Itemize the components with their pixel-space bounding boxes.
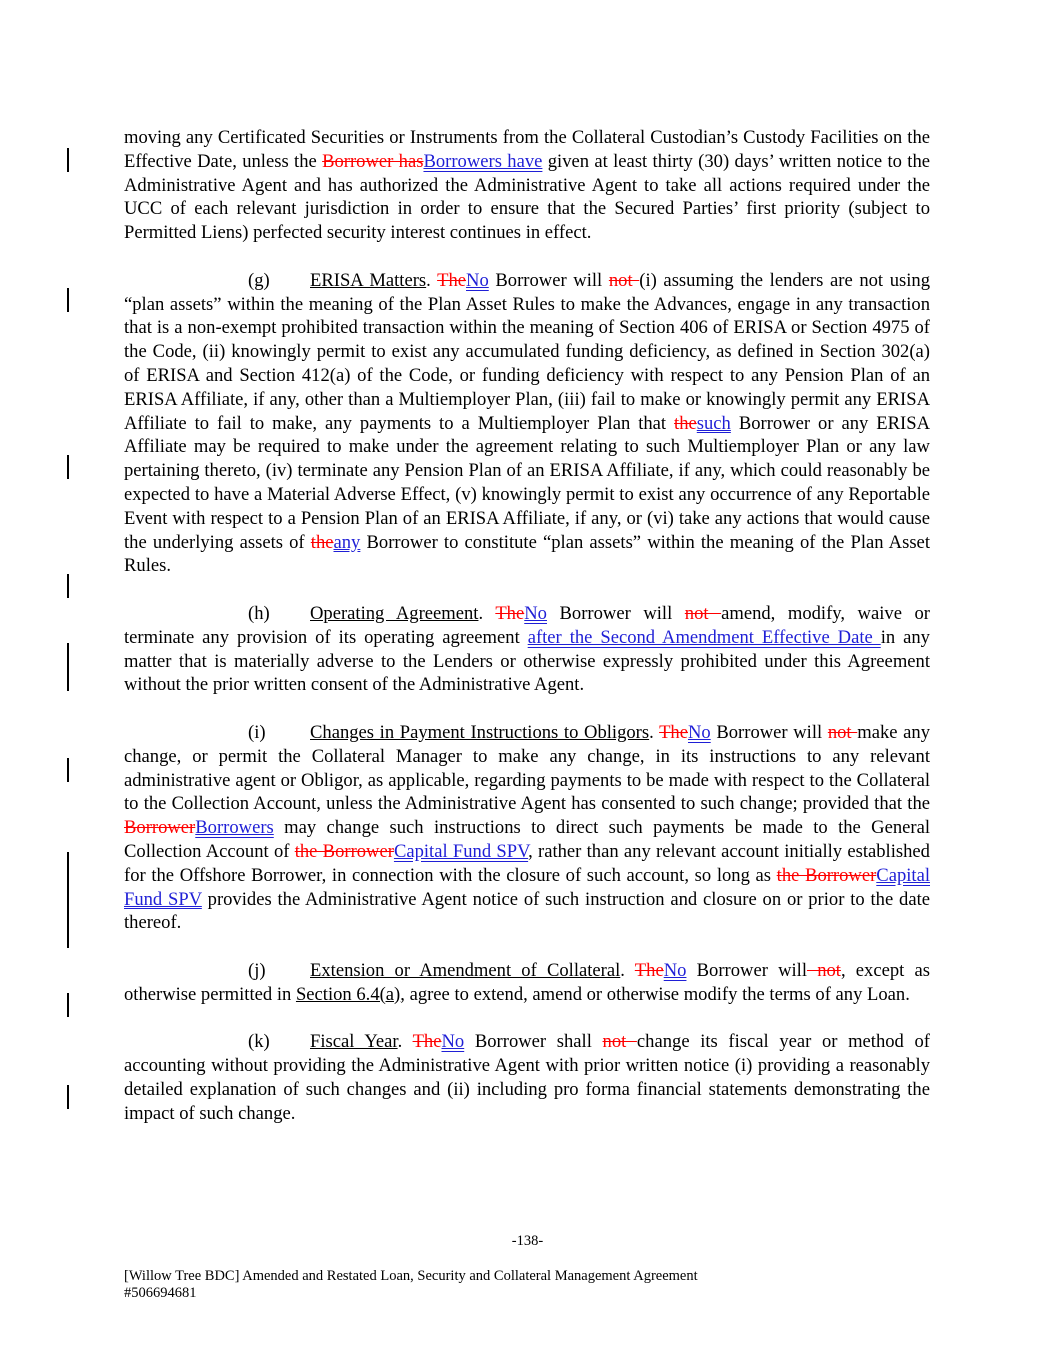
section-i-payment-instructions: (i) Changes in Payment Instructions to Obligors. TheNo Borrower will not make any change, or permit the Collateral Manager to make any change, in its instructions to any relevant administrative agent or Obligor, as applicable, regarding payments to be made with respect to the Collateral to the Collection Account, unless the Administrative Agent has consented to such change; provided that the BorrowerBorrowers may change such instructions to direct such payments be made to the General Collection Account of the BorrowerCapital Fund SPV, rather than any relevant account initially established for the Offshore Borrower, in connection with the closure of such account, so long as the BorrowerCapital Fund SPV provides the Administrative Agent notice of such instruction and closure on or prior to the date thereof. xyxy=(124,721,930,934)
deleted-text: the Borrower xyxy=(776,864,877,886)
section-heading: Fiscal Year xyxy=(310,1031,398,1053)
section-heading: ERISA Matters xyxy=(310,269,427,291)
deleted-text: Borrower has xyxy=(322,150,424,172)
change-bar xyxy=(67,758,69,782)
section-h-operating-agreement: (h) Operating Agreement. TheNo Borrower will not amend, modify, waive or terminate any provision of its operating agreement after the Second Amendment Effective Date in any matter that is materially adverse to the Lenders or otherwise expressly prohibited under this Agreement without the prior written consent of the Administrative Agent. xyxy=(124,602,930,696)
inserted-text: No xyxy=(524,602,547,624)
section-number: (h) xyxy=(248,602,270,624)
change-bar xyxy=(67,574,69,598)
paragraph-continuation: moving any Certificated Securities or Instruments from the Collateral Custodian’s Custody Facilities on the Effective Date, unless the Borrower hasBorrowers have given at least thirty (30) days’ written notice to the Administrative Agent and has authorized the Administrative Agent to take all actions required under the UCC of each relevant jurisdiction in order to ensure that the Secured Parties’ first priority (subject to Permitted Liens) perfected security interest continues in effect. xyxy=(124,127,930,244)
inserted-text: any xyxy=(333,531,361,553)
inserted-text: Borrowers have xyxy=(423,150,543,172)
change-bar xyxy=(67,455,69,479)
footer-document-id: #506694681 xyxy=(124,1285,197,1301)
page-number: -138- xyxy=(511,1233,544,1249)
deleted-text: the Borrower xyxy=(294,840,394,862)
section-number: (g) xyxy=(248,269,270,291)
section-heading: Changes in Payment Instructions to Obligors xyxy=(310,721,650,743)
deleted-text: The xyxy=(634,959,664,981)
deleted-text: The xyxy=(437,269,467,291)
deleted-text: not xyxy=(827,721,858,743)
deleted-text: the xyxy=(310,531,334,553)
change-bar xyxy=(67,643,69,691)
change-bar xyxy=(67,288,69,312)
section-j-extension-amendment: (j) Extension or Amendment of Collateral. TheNo Borrower will not, except as otherwise permitted in Section 6.4(a), agree to extend, amend or otherwise modify the terms of any Loan. xyxy=(124,959,930,1005)
section-heading: Extension or Amendment of Collateral xyxy=(310,959,621,981)
inserted-text: No xyxy=(466,269,489,291)
section-number: (j) xyxy=(248,959,266,981)
inserted-text: after the Second Amendment Effective Date xyxy=(527,626,881,648)
inserted-text: Capital Fund SPV xyxy=(393,840,529,862)
deleted-text: the xyxy=(674,412,697,434)
change-bar xyxy=(67,148,69,172)
footer-document-title: [Willow Tree BDC] Amended and Restated Loan, Security and Collateral Management Agreement xyxy=(124,1268,698,1284)
deleted-text: The xyxy=(412,1031,442,1053)
change-bar xyxy=(67,852,69,948)
inserted-text: Borrowers xyxy=(195,817,274,839)
change-bar xyxy=(67,993,69,1017)
inserted-text: No xyxy=(687,721,711,743)
inserted-text: such xyxy=(696,412,731,434)
deleted-text: not xyxy=(807,959,841,981)
section-heading: Operating Agreement xyxy=(310,602,479,624)
inserted-text: Capital Fund SPV xyxy=(124,864,930,910)
change-bar xyxy=(67,1085,69,1109)
deleted-text: The xyxy=(659,721,688,743)
inserted-text: No xyxy=(441,1031,465,1053)
inserted-text: No xyxy=(663,959,687,981)
deleted-text: not xyxy=(684,602,722,624)
section-reference-link[interactable]: Section 6.4(a) xyxy=(295,983,401,1005)
section-g-erisa-matters: (g) ERISA Matters. TheNo Borrower will not (i) assuming the lenders are not using “plan assets” within the meaning of the Plan Asset Rules to make the Advances, engage in any transaction that is a non-exempt prohibited transaction within the meaning of Section 406 of ERISA or Section 4975 of the Code, (ii) knowingly permit to exist any accumulated funding deficiency, as defined in Section 302(a) of ERISA and Section 412(a) of the Code, or funding deficiency with respect to any Pension Plan of an ERISA Affiliate, if any, other than a Multiemployer Plan, (iii) fail to make or knowingly permit any ERISA Affiliate to fail to make, any payments to a Multiemployer Plan that thesuch Borrower or any ERISA Affiliate may be required to make under the agreement relating to such Multiemployer Plan or any law pertaining thereto, (iv) terminate any Pension Plan of an ERISA Affiliate, if any, which could reasonably be expected to have a Material Adverse Effect, (v) knowingly permit to exist any occurrence of any Reportable Event with respect to a Pension Plan of an ERISA Affiliate, if any, or (vi) take any actions that would cause the underlying assets of theany Borrower to constitute “plan assets” within the meaning of the Plan Asset Rules. xyxy=(124,269,931,577)
document-body xyxy=(124,126,930,1149)
deleted-text: not xyxy=(602,1031,637,1053)
section-number: (i) xyxy=(248,721,266,743)
deleted-text: not xyxy=(608,269,640,291)
page-footer xyxy=(124,1268,698,1302)
deleted-text: Borrower xyxy=(124,817,196,839)
section-k-fiscal-year: (k) Fiscal Year. TheNo Borrower shall not change its fiscal year or method of accounting without providing the Administrative Agent with prior written notice (i) providing a reasonably detailed explanation of such changes and (ii) including pro forma financial statements demonstrating the impact of such change. xyxy=(124,1031,930,1124)
deleted-text: The xyxy=(495,602,525,624)
section-number: (k) xyxy=(248,1031,270,1053)
